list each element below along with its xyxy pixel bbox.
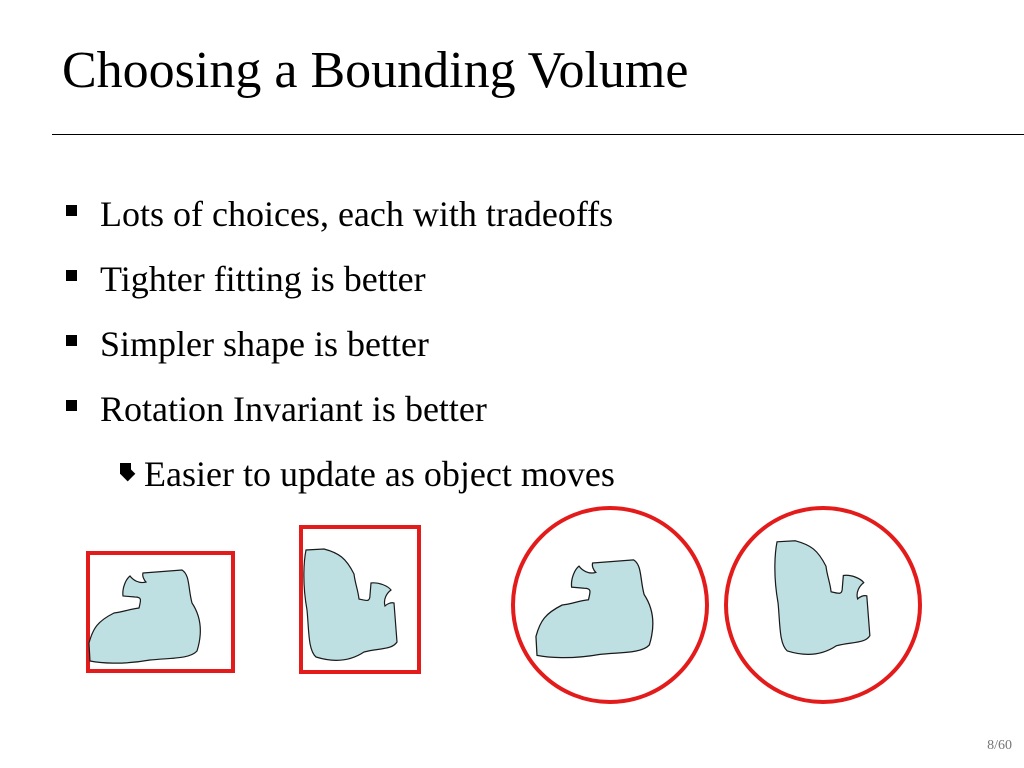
figure-panel-box-upright	[88, 553, 233, 671]
diamond-bullet-icon: ◆	[120, 462, 136, 484]
figure-panel-sphere-rotated	[726, 508, 920, 702]
bullet-text: Simpler shape is better	[100, 324, 429, 364]
figure-panel-box-rotated	[301, 527, 419, 672]
slide-title: Choosing a Bounding Volume	[62, 42, 689, 99]
bullet-text: Tighter fitting is better	[100, 259, 426, 299]
figure-panel-sphere-upright	[513, 508, 707, 702]
bullet-text: Lots of choices, each with tradeoffs	[100, 194, 614, 234]
object-shape	[536, 560, 653, 658]
object-shape	[89, 570, 200, 663]
object-shape	[304, 549, 397, 660]
page-number: 8/60	[987, 738, 1012, 753]
object-shape	[775, 541, 870, 655]
bullet-text: Rotation Invariant is better	[100, 389, 487, 429]
sub-bullet-text: Easier to update as object moves	[144, 454, 615, 494]
